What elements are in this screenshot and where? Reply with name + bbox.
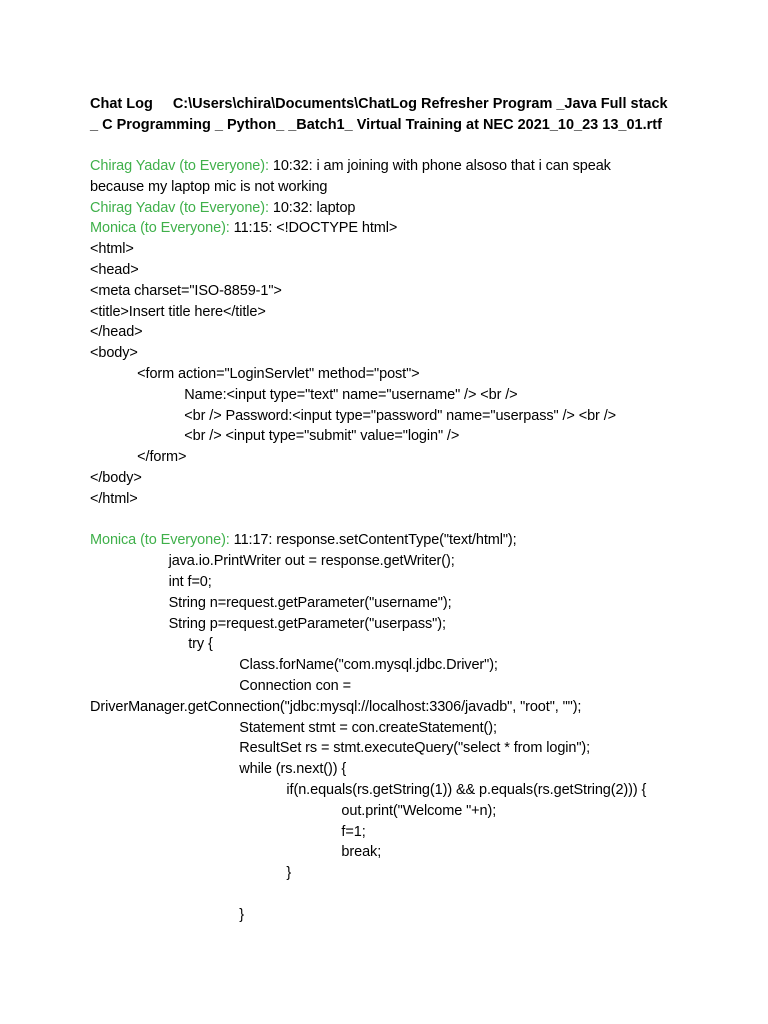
message-text: out.print("Welcome "+n); — [90, 802, 497, 819]
message-line — [90, 697, 690, 718]
message-text: 11:15: <!DOCTYPE html> — [229, 220, 398, 237]
message-line — [90, 426, 690, 447]
message-text: </form> — [90, 449, 187, 466]
message-line — [90, 530, 690, 551]
chat-log-body — [90, 156, 690, 925]
message-line — [90, 218, 690, 239]
header-path-part-1: C:\Users\chira\Documents\ChatLog Refresher Program _Java Full stack — [172, 96, 668, 112]
message-line — [90, 364, 690, 385]
message-text: </body> — [90, 469, 142, 486]
message-text: Statement stmt = con.createStatement(); — [90, 719, 497, 736]
chat-message — [90, 218, 690, 530]
chat-message — [90, 156, 690, 198]
message-text: <meta charset="ISO-8859-1"> — [90, 282, 282, 299]
message-text: Connection con = — [90, 677, 351, 694]
message-line — [90, 447, 690, 468]
header-path-part-2: _ C Programming _ Python_ _Batch1_ Virtual Training at NEC 2021_10_23 13_01.rtf — [90, 117, 662, 133]
message-line — [90, 884, 690, 905]
message-line — [90, 593, 690, 614]
message-text: 10:32: laptop — [268, 199, 356, 216]
message-speaker: Chirag Yadav (to Everyone): — [90, 199, 269, 216]
message-text: </html> — [90, 490, 138, 507]
message-line — [90, 676, 690, 697]
message-text: </head> — [90, 324, 143, 341]
message-line — [90, 156, 690, 177]
message-text: 10:32: i am joining with phone alsoso that i can speak — [268, 158, 611, 174]
message-line — [90, 281, 690, 302]
message-line — [90, 572, 690, 593]
message-text: Class.forName("com.mysql.jdbc.Driver"); — [90, 657, 498, 674]
header-label: Chat Log — [90, 96, 153, 112]
message-text: String n=request.getParameter("username"); — [90, 594, 452, 611]
message-line — [90, 863, 690, 884]
message-line — [90, 718, 690, 739]
message-line — [90, 551, 690, 572]
message-text: <head> — [90, 261, 139, 278]
message-text: 11:17: response.setContentType("text/html"); — [229, 532, 517, 549]
message-line — [90, 759, 690, 780]
chat-message — [90, 198, 690, 219]
message-speaker: Monica (to Everyone): — [90, 220, 230, 237]
message-text: <body> — [90, 345, 138, 362]
message-line — [90, 198, 690, 219]
message-text: try { — [90, 636, 213, 653]
message-line — [90, 302, 690, 323]
message-line — [90, 842, 690, 863]
message-line — [90, 634, 690, 655]
message-line — [90, 385, 690, 406]
message-text: because my laptop mic is not working — [90, 178, 328, 195]
message-text: } — [90, 906, 245, 923]
message-text: String p=request.getParameter("userpass"); — [90, 615, 446, 632]
message-text: <form action="LoginServlet" method="post"> — [90, 365, 420, 382]
chat-log-header — [90, 94, 690, 136]
message-line — [90, 822, 690, 843]
message-text: DriverManager.getConnection("jdbc:mysql://localhost:3306/javadb", "root", ""); — [90, 698, 582, 715]
message-text: while (rs.next()) { — [90, 761, 347, 778]
message-speaker: Chirag Yadav (to Everyone): — [90, 158, 269, 174]
message-line — [90, 738, 690, 759]
message-line — [90, 260, 690, 281]
message-line — [90, 239, 690, 260]
message-line — [90, 468, 690, 489]
message-line — [90, 510, 690, 531]
message-line — [90, 322, 690, 343]
message-line — [90, 655, 690, 676]
message-line — [90, 801, 690, 822]
message-text: f=1; — [90, 823, 366, 840]
message-text: break; — [90, 844, 382, 861]
message-speaker: Monica (to Everyone): — [90, 532, 230, 549]
message-line — [90, 614, 690, 635]
message-line — [90, 905, 690, 926]
message-line — [90, 780, 690, 801]
message-text: <br /> <input type="submit" value="login" /> — [90, 428, 460, 445]
header-line-1 — [90, 94, 690, 115]
message-text: <title>Insert title here</title> — [90, 303, 266, 320]
message-text: <html> — [90, 241, 134, 258]
message-text: int f=0; — [90, 573, 212, 590]
message-line — [90, 489, 690, 510]
message-text: ResultSet rs = stmt.executeQuery("select * from login"); — [90, 740, 591, 757]
message-line — [90, 406, 690, 427]
message-text: } — [90, 865, 292, 882]
message-text: Name:<input type="text" name="username" /> <br /> — [90, 386, 518, 403]
message-text: if(n.equals(rs.getString(1)) && p.equals(rs.getString(2))) { — [90, 781, 647, 798]
chat-message — [90, 530, 690, 925]
message-line — [90, 177, 690, 198]
message-text: java.io.PrintWriter out = response.getWriter(); — [90, 553, 455, 570]
message-line — [90, 343, 690, 364]
message-text: <br /> Password:<input type="password" name="userpass" /> <br /> — [90, 407, 616, 424]
